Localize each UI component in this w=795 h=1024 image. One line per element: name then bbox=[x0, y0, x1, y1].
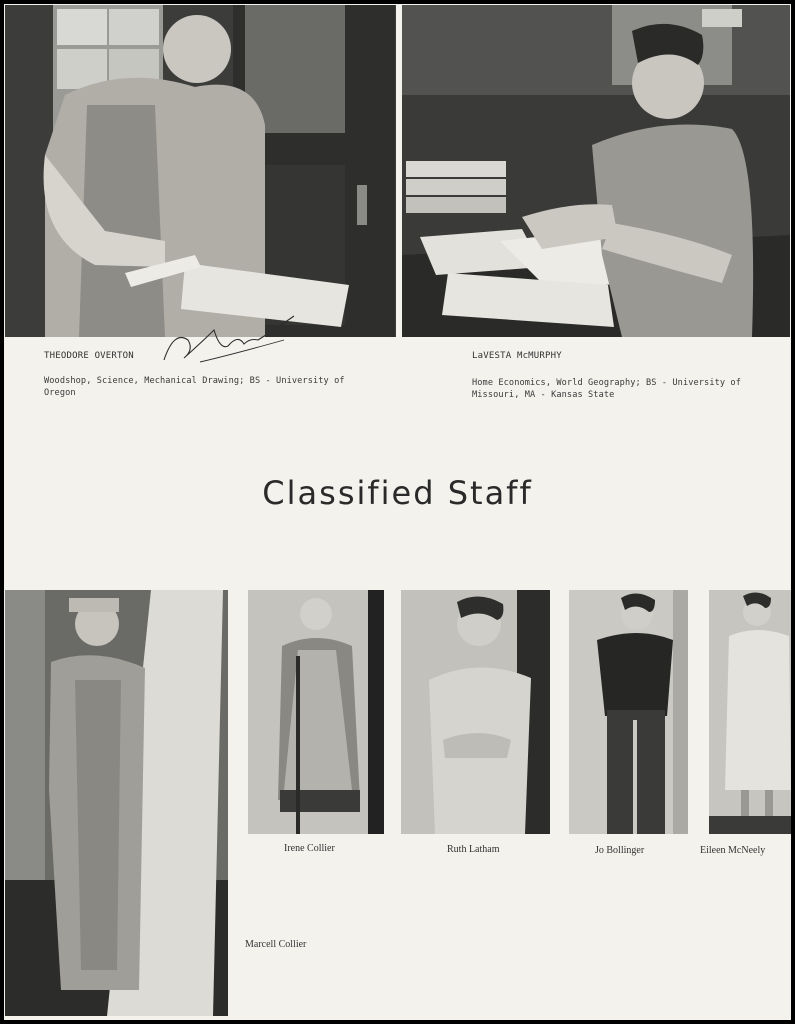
caption-name-lavesta-mcmurphy: LaVESTA McMURPHY bbox=[472, 351, 562, 361]
photo-eileen-mcneely bbox=[709, 590, 791, 834]
staff-name-jo-bollinger: Jo Bollinger bbox=[595, 845, 645, 856]
staff-name-eileen-mcneely: Eileen McNeely bbox=[700, 845, 766, 856]
staff-name-irene-collier: Irene Collier bbox=[284, 843, 335, 854]
photo-marcell-collier bbox=[5, 590, 228, 1016]
photo-theodore-overton bbox=[5, 5, 396, 337]
photo-lavesta-mcmurphy bbox=[402, 5, 790, 337]
staff-name-marcell-collier: Marcell Collier bbox=[245, 939, 307, 950]
signature-scribble bbox=[154, 300, 304, 370]
caption-desc-theodore-overton: Woodshop, Science, Mechanical Drawing; BS - University of Oregon bbox=[44, 376, 345, 398]
photo-ruth-latham bbox=[401, 590, 550, 834]
yearbook-page bbox=[4, 4, 791, 1020]
photo-jo-bollinger bbox=[569, 590, 688, 834]
photo-irene-collier bbox=[248, 590, 384, 834]
caption-desc-lavesta-mcmurphy: Home Economics, World Geography; BS - University of Missouri, MA - Kansas State bbox=[472, 378, 741, 400]
caption-name-theodore-overton: THEODORE OVERTON bbox=[44, 351, 134, 361]
section-title: Classified Staff bbox=[262, 474, 533, 512]
staff-name-ruth-latham: Ruth Latham bbox=[447, 844, 500, 855]
